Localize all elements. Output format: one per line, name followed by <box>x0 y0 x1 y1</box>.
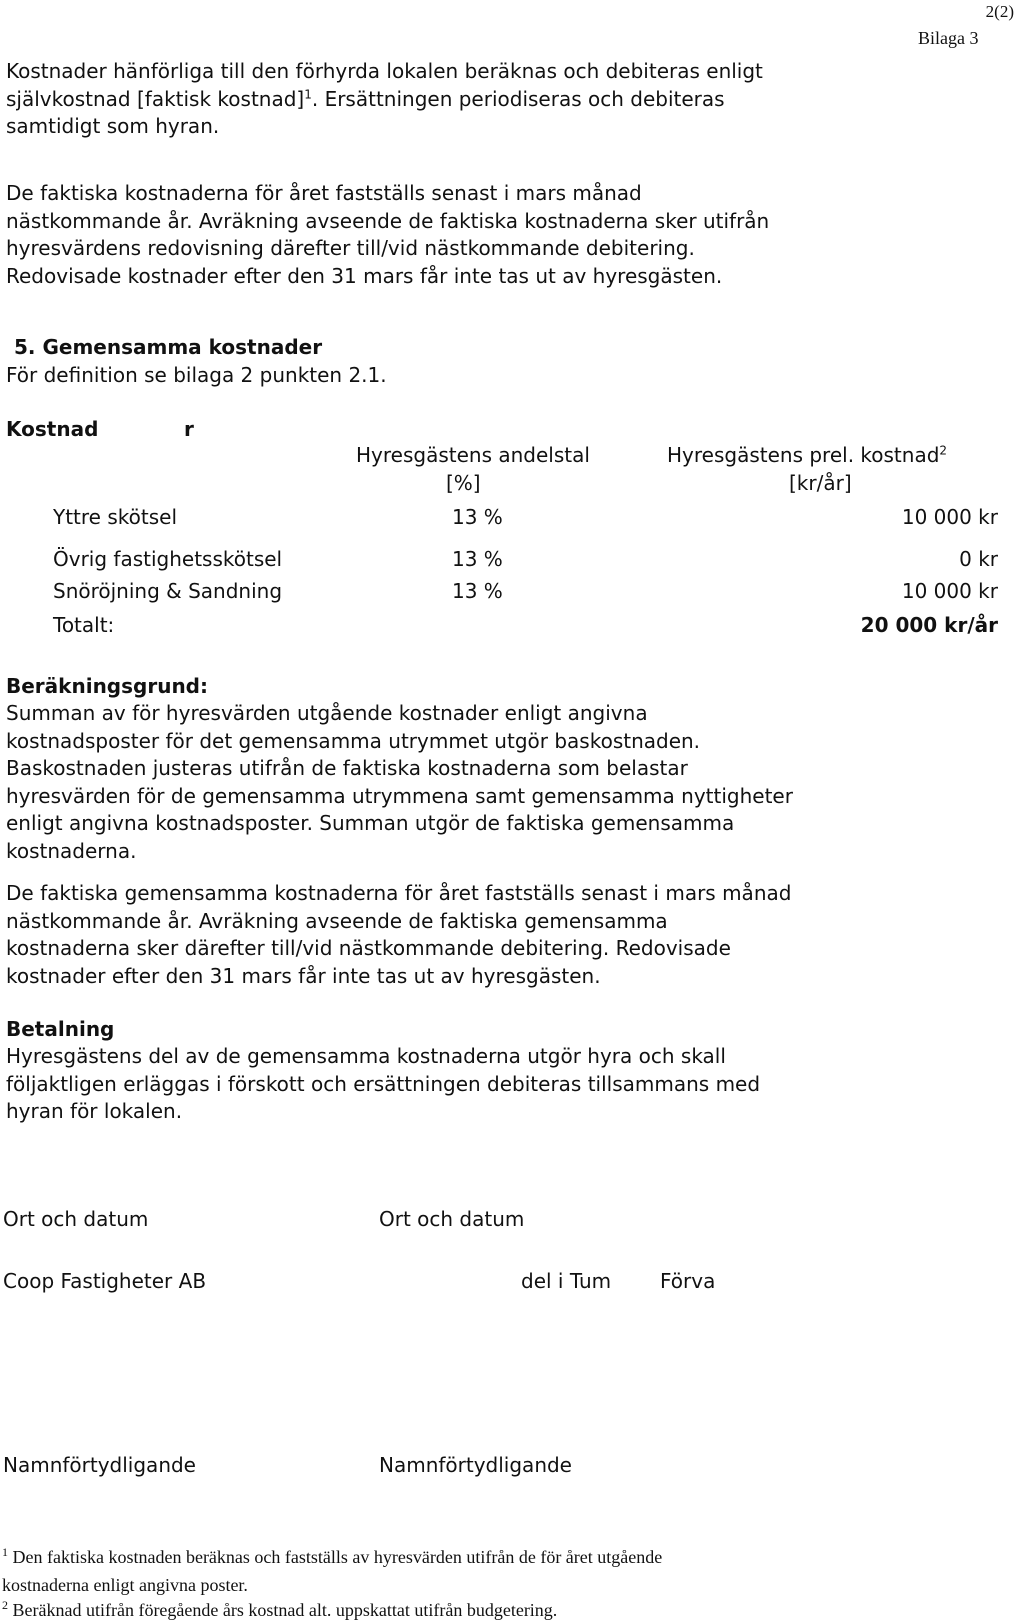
basis-heading: Beräkningsgrund: <box>6 674 208 698</box>
place-date-right: Ort och datum <box>379 1207 525 1231</box>
party-right-a: del i Tum <box>521 1269 612 1293</box>
section-definition: För definition se bilaga 2 punkten 2.1. <box>6 363 387 387</box>
text-line: nästkommande år. Avräkning avseende de faktiska kostnaderna sker utifrån <box>6 208 770 233</box>
footnote-ref-1: 1 <box>304 86 312 101</box>
intro-paragraph-1 <box>6 58 763 141</box>
cost-label: Kostnad <box>6 417 99 441</box>
payment-paragraph <box>6 1043 760 1126</box>
col-header-cost: Hyresgästens prel. kostnad$^2$ <box>667 443 948 467</box>
place-date-left: Ort och datum <box>3 1207 149 1231</box>
text-line: följaktligen erläggas i förskott och ersättningen debiteras tillsammans med <box>6 1071 761 1096</box>
text-line: nästkommande år. Avräkning avseende de faktiska gemensamma <box>6 908 668 933</box>
row-cost: 10 000 kr <box>901 505 998 529</box>
name-clarification-right: Namnförtydligande <box>379 1453 572 1477</box>
row-share: 13 % <box>452 547 503 571</box>
text-line: Redovisade kostnader efter den 31 mars får inte tas ut av hyresgästen. <box>6 263 723 288</box>
party-right-b: Förva <box>660 1269 716 1293</box>
text-line: Kostnader hänförliga till den förhyrda lokalen beräknas och debiteras enligt <box>6 59 763 83</box>
row-name: Snöröjning & Sandning <box>53 579 283 603</box>
row-share: 13 % <box>452 579 503 603</box>
row-cost: 0 kr <box>959 547 998 571</box>
party-left: Coop Fastigheter AB <box>3 1269 207 1293</box>
text-line: kostnaderna. <box>6 838 137 863</box>
text-line: enligt angivna kostnadsposter. Summan utgör de faktiska gemensamma <box>6 811 735 835</box>
footnote-line: kostnaderna enligt angivna poster. <box>2 1575 248 1595</box>
text-line: samtidigt som hyran. <box>6 114 220 138</box>
page-number: 2(2) <box>985 2 1014 21</box>
basis-paragraph-2 <box>6 880 791 990</box>
appendix-label: Bilaga 3 <box>918 28 979 48</box>
text-line: Baskostnaden justeras utifrån de faktiska kostnaderna som belastar <box>6 756 688 780</box>
col-header-share-unit: [%] <box>446 471 481 495</box>
text-line: Hyresgästens del av de gemensamma kostnaderna utgör hyra och skall <box>6 1044 726 1068</box>
text-line: De faktiska kostnaderna för året fastställs senast i mars månad <box>6 181 642 205</box>
name-clarification-left: Namnförtydligande <box>3 1453 196 1477</box>
text-line: hyresvärden för de gemensamma utrymmena samt gemensamma nyttigheter <box>6 783 793 808</box>
col-header-cost-unit: [kr/år] <box>789 471 852 495</box>
footnote-line: $^2$ Beräknad utifrån föregående års kostnad alt. uppskattat utifrån budgetering. <box>2 1598 558 1620</box>
total-label: Totalt: <box>53 613 115 637</box>
total-value: 20 000 kr/år <box>860 613 998 637</box>
footnote-1 <box>2 1543 662 1599</box>
basis-paragraph-1 <box>6 700 793 865</box>
footnote-2 <box>2 1598 557 1622</box>
footnote-ref-2: 2 <box>939 443 948 458</box>
text-line: hyran för lokalen. <box>6 1099 183 1123</box>
row-name: Övrig fastighetsskötsel <box>53 547 283 571</box>
text-line: Summan av för hyresvärden utgående kostnader enligt angivna <box>6 701 648 725</box>
row-name: Yttre skötsel <box>53 505 177 529</box>
payment-heading: Betalning <box>6 1017 115 1041</box>
intro-paragraph-2 <box>6 180 769 290</box>
col-header-share: Hyresgästens andelstal <box>356 443 590 467</box>
text-line: kostnaderna sker därefter till/vid nästkommande debitering. Redovisade <box>6 936 731 960</box>
text-line: hyresvärdens redovisning därefter till/vid nästkommande debitering. <box>6 236 695 260</box>
row-cost: 10 000 kr <box>901 579 998 603</box>
text-line: De faktiska gemensamma kostnaderna för året fastställs senast i mars månad <box>6 881 792 905</box>
row-share: 13 % <box>452 505 503 529</box>
section-heading: 5. Gemensamma kostnader <box>14 335 323 359</box>
text-line: kostnadsposter för det gemensamma utrymmet utgör baskostnaden. <box>6 728 701 753</box>
footnote-line: $^1$ Den faktiska kostnaden beräknas och fastställs av hyresvärden utifrån de för året utgående <box>2 1545 663 1567</box>
text-line: självkostnad [faktisk kostnad]$^1$. Ersättningen periodiseras och debiteras <box>6 86 725 111</box>
cost-label-suffix: r <box>184 417 194 441</box>
text-line: kostnader efter den 31 mars får inte tas ut av hyresgästen. <box>6 963 601 988</box>
